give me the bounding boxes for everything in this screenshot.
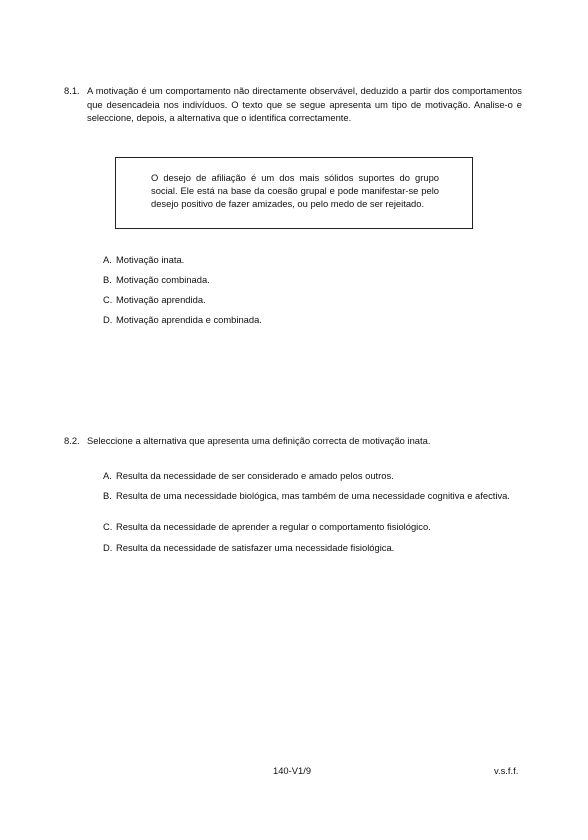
question-number: 8.2. [64, 435, 80, 446]
question-text: A motivação é um comportamento não directamente observável, deduzido a partir dos comportamentos que desencadeia nos indivíduos. O texto que se segue apresenta um tipo de motivação. Analise-o e seleccione, depois, a alternativa que o identifica correctamente. [87, 85, 522, 123]
page-code: 140-V1/9 [273, 765, 312, 776]
option-text: Motivação aprendida e combinada. [116, 314, 262, 325]
option-text: Motivação aprendida. [116, 294, 206, 305]
option-a[interactable] [103, 254, 523, 267]
option-letter: B. [103, 274, 112, 285]
option-text: Motivação combinada. [116, 274, 210, 285]
option-text: Resulta da necessidade de satisfazer uma necessidade fisiológica. [116, 542, 395, 553]
quote-box [115, 157, 473, 229]
option-b[interactable] [103, 274, 523, 287]
question-8-1 [64, 84, 522, 125]
turn-page-note: v.s.f.f. [494, 765, 519, 776]
option-text: Resulta de uma necessidade biológica, mas também de uma necessidade cognitiva e afectiva. [116, 490, 510, 501]
option-letter: C. [103, 521, 113, 532]
option-text: Motivação inata. [116, 254, 185, 265]
option-d[interactable] [103, 542, 523, 555]
option-c[interactable] [103, 294, 523, 307]
option-letter: D. [103, 314, 113, 325]
option-b[interactable] [103, 490, 523, 503]
option-letter: A. [103, 254, 112, 265]
option-letter: A. [103, 470, 112, 481]
question-text: Seleccione a alternativa que apresenta uma definição correcta de motivação inata. [87, 435, 431, 446]
question-8-2 [64, 434, 522, 448]
option-a[interactable] [103, 470, 523, 483]
option-text: Resulta da necessidade de ser considerado e amado pelos outros. [116, 470, 394, 481]
option-d[interactable] [103, 314, 523, 327]
option-text: Resulta da necessidade de aprender a regular o comportamento fisiológico. [116, 521, 431, 532]
option-c[interactable] [103, 521, 523, 534]
option-letter: D. [103, 542, 113, 553]
quote-text: O desejo de afiliação é um dos mais sólidos suportes do grupo social. Ele está na base da coesão grupal e pode manifestar-se pelo desejo positivo de fazer amizades, ou pelo medo de ser rejeitado. [151, 172, 439, 210]
option-letter: B. [103, 490, 112, 501]
option-letter: C. [103, 294, 113, 305]
question-number: 8.1. [64, 85, 80, 96]
